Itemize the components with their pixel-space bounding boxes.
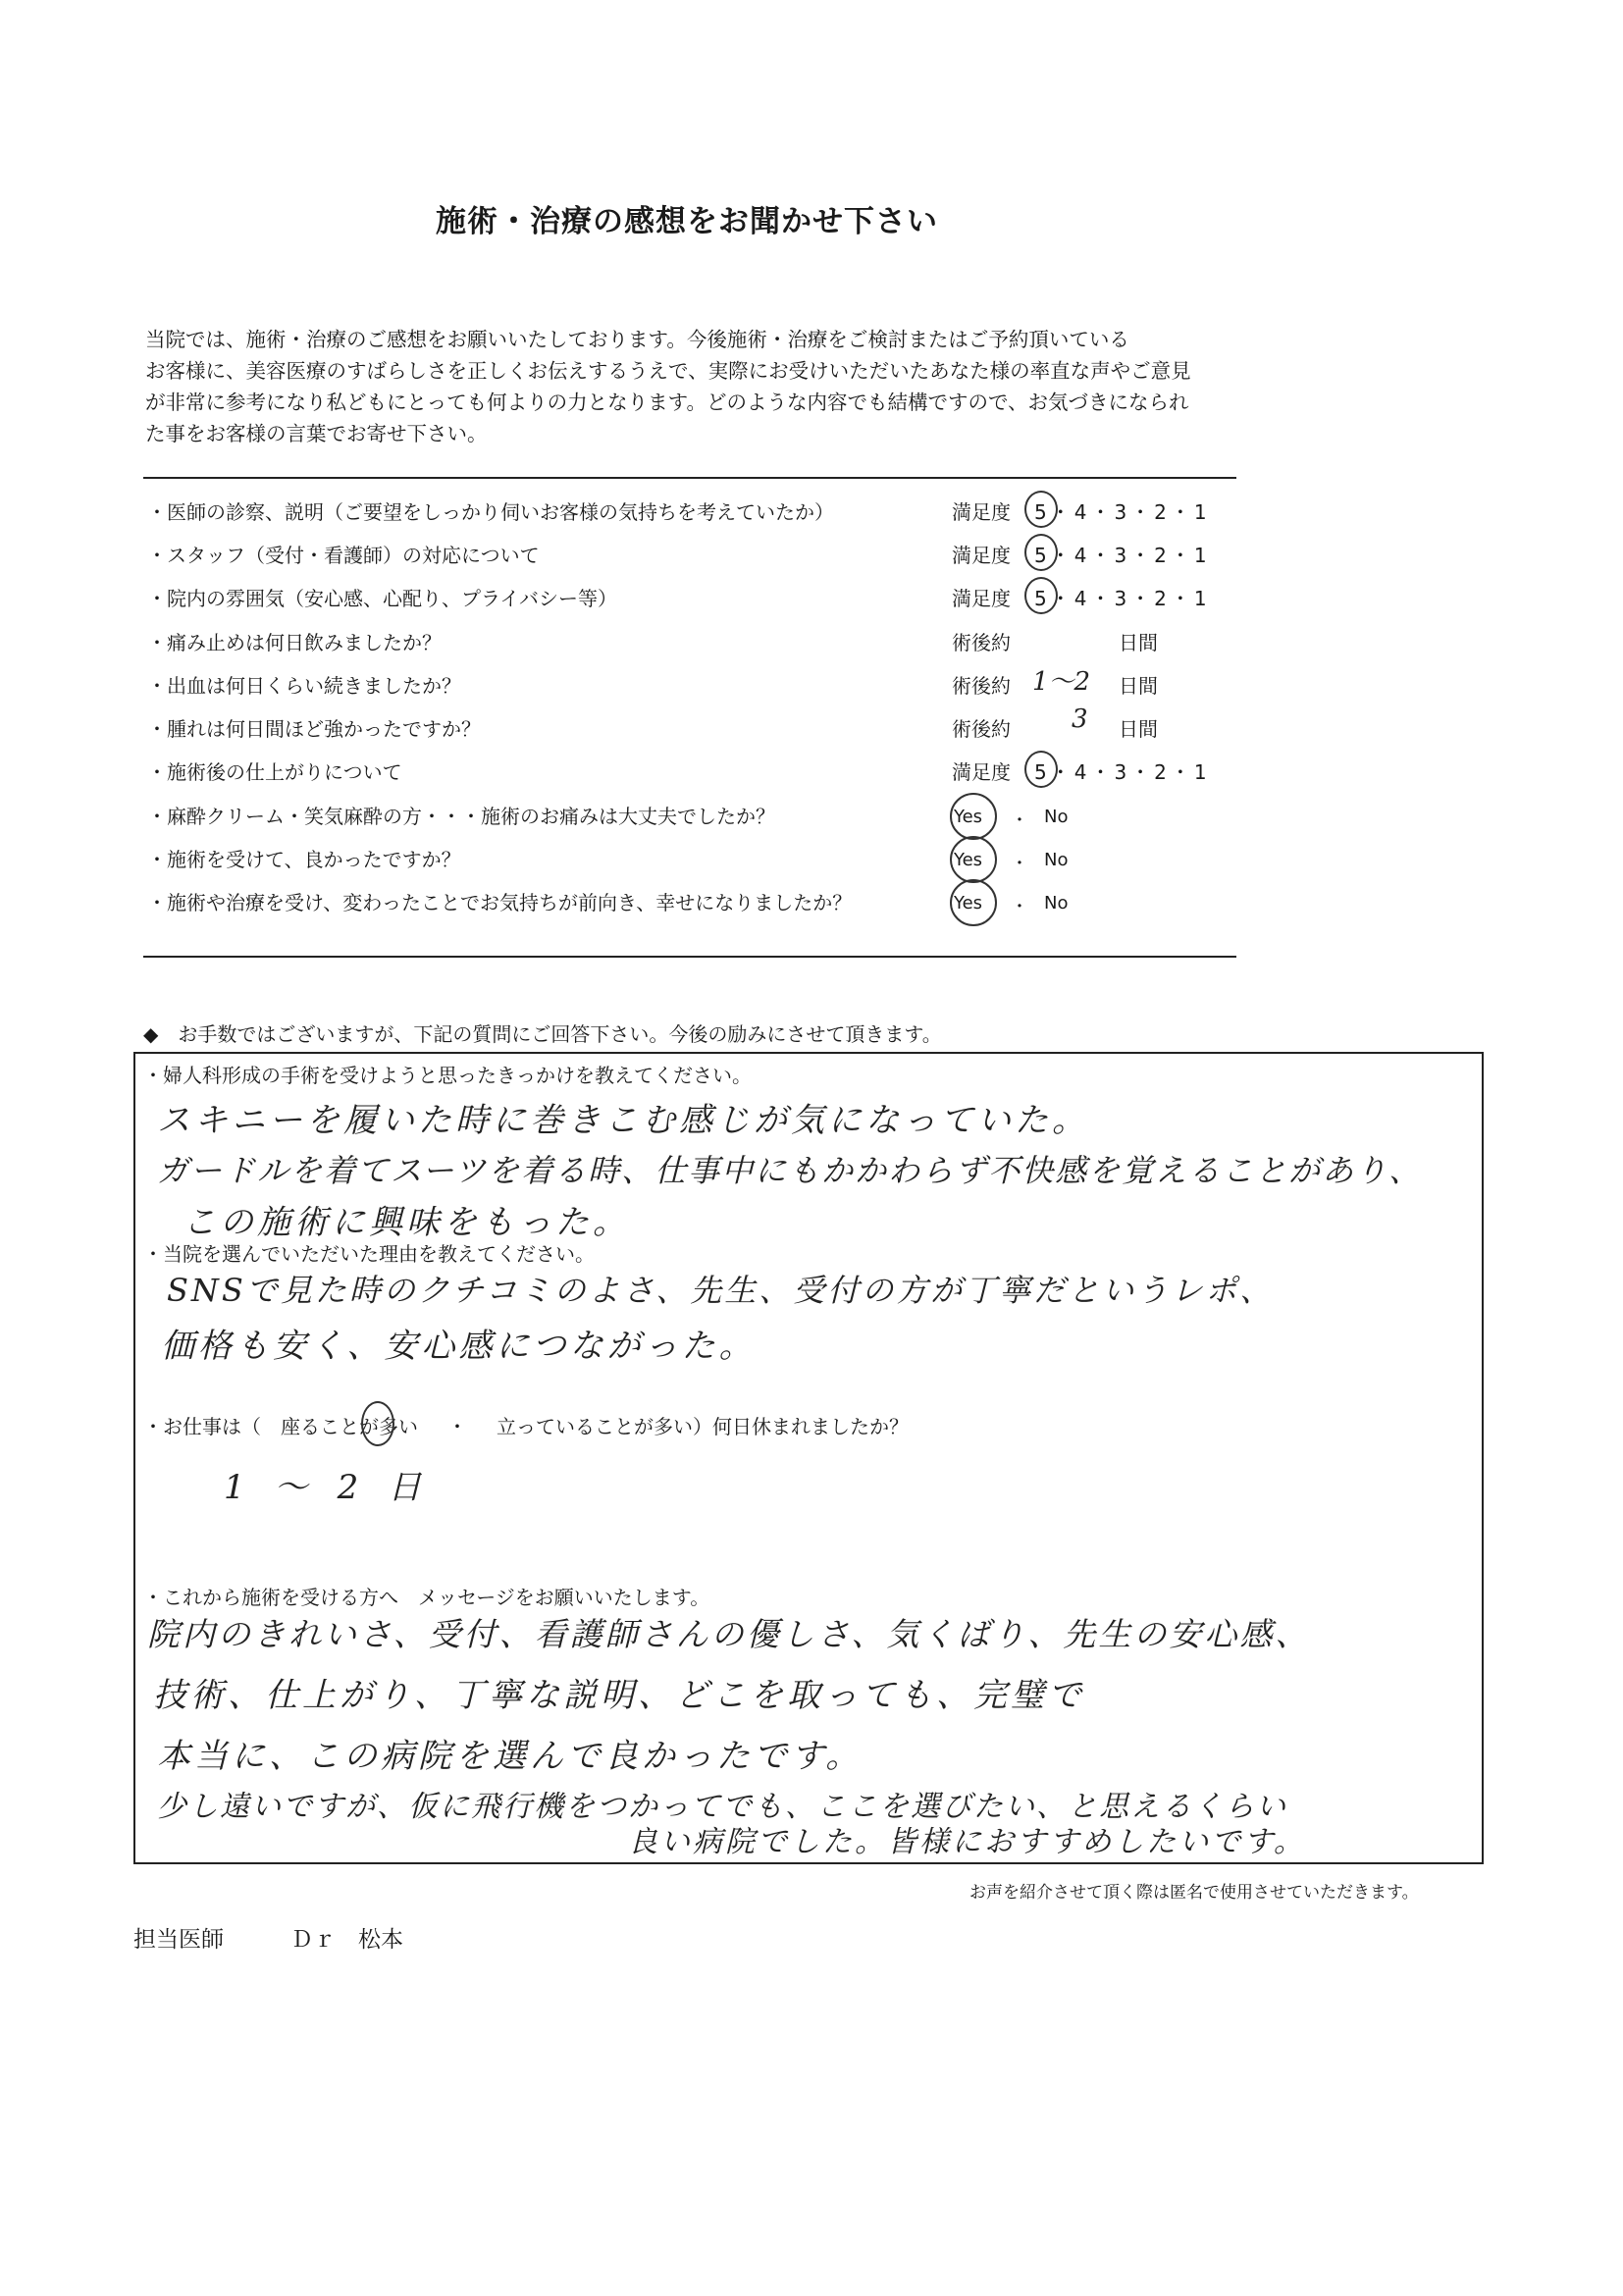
handwritten-answer-line: ガードルを着てスーツを着る時、仕事中にもかかわらず不快感を覚えることがあり、: [157, 1152, 1423, 1189]
intro-line: お客様に、美容医療のすばらしさを正しくお伝えするうえで、実際にお受けいただいたあなた様の率直な声やご意見: [145, 359, 1191, 383]
question-reason-for-clinic: ・当院を選んでいただいた理由を教えてください。: [143, 1242, 595, 1266]
handwritten-answer: 1〜2日: [224, 1468, 451, 1507]
section-divider: [143, 477, 1236, 479]
post-op-label: 術後約: [952, 674, 1011, 698]
intro-line: 当院では、施術・治療のご感想をお願いいたしております。今後施術・治療をご検討またはご予約頂いている: [145, 328, 1129, 351]
doctor-name: Ｄｒ 松本: [290, 1927, 403, 1953]
yes-option: Yes: [954, 807, 983, 827]
question-doctor-consultation: ・医師の診察、説明（ご要望をしっかり伺いお客様の気持ちを考えていたか）: [147, 500, 834, 524]
handwritten-answer-line: 技術、仕上がり、丁寧な説明、どこを取っても、完璧で: [153, 1676, 1085, 1715]
footnote: お声を紹介させて頂く際は匿名で使用させていただきます。: [969, 1883, 1419, 1903]
selected-yes-mark: [950, 836, 997, 883]
question-staff-response: ・スタッフ（受付・看護師）の対応について: [147, 544, 540, 567]
question-anesthesia-pain: ・麻酔クリーム・笑気麻酔の方・・・施術のお痛みは大丈夫でしたか？: [147, 805, 775, 828]
selected-rating-mark: [1024, 577, 1058, 614]
post-op-label: 術後約: [952, 631, 1011, 654]
option-standing: 立っていることが多い: [497, 1415, 693, 1438]
page-title: 施術・治療の感想をお聞かせ下さい: [436, 204, 938, 239]
satisfaction-label: 満足度: [952, 544, 1011, 567]
selected-yes-mark: [950, 793, 997, 840]
yes-option: Yes: [954, 850, 983, 870]
question-text: ）何日休まれましたか？: [693, 1415, 909, 1438]
question-feel-positive: ・施術や治療を受け、変わったことでお気持ちが前向き、幸せになりましたか？: [147, 891, 853, 914]
selected-option-mark: [361, 1401, 394, 1446]
question-painkiller-days: ・痛み止めは何日飲みましたか？: [147, 631, 442, 654]
option-separator: ・: [1011, 810, 1028, 831]
satisfaction-label: 満足度: [952, 500, 1011, 524]
yes-option: Yes: [954, 893, 983, 913]
rating-scale: 5・4・3・2・1: [1034, 587, 1211, 610]
satisfaction-label: 満足度: [952, 760, 1011, 784]
handwritten-answer-line: 本当に、この病院を選んで良かったです。: [157, 1737, 864, 1776]
question-finish-result: ・施術後の仕上がりについて: [147, 760, 402, 784]
selected-rating-mark: [1024, 534, 1058, 571]
question-text: ・お仕事は（: [143, 1415, 261, 1438]
intro-line: た事をお客様の言葉でお寄せ下さい。: [145, 422, 488, 445]
handwritten-answer: 1〜2: [1032, 667, 1091, 697]
handwritten-answer-line: 価格も安く、安心感につながった。: [161, 1327, 757, 1366]
no-option: No: [1044, 807, 1069, 827]
question-reason-for-surgery: ・婦人科形成の手術を受けようと思ったきっかけを教えてください。: [143, 1064, 752, 1087]
handwritten-answer-line: 少し遠いですが、仮に飛行機をつかってでも、ここを選びたい、と思えるくらい: [157, 1790, 1287, 1824]
selected-yes-mark: [950, 879, 997, 926]
handwritten-answer-line: SNSで見た時のクチコミのよさ、先生、受付の方が丁寧だというレポ、: [167, 1272, 1275, 1309]
question-bleeding-days: ・出血は何日くらい続きましたか？: [147, 674, 461, 698]
option-separator: ・: [1011, 854, 1028, 874]
selected-rating-mark: [1024, 491, 1058, 528]
option-separator: ・: [1011, 897, 1028, 917]
option-sitting: 座ることが多い: [281, 1415, 418, 1438]
question-satisfied-with-treatment: ・施術を受けて、良かったですか？: [147, 848, 461, 871]
intro-line: が非常に参考になり私どもにとっても何よりの力となります。どのような内容でも結構ですので、お気づきになられ: [145, 391, 1189, 414]
no-option: No: [1044, 850, 1069, 870]
satisfaction-label: 満足度: [952, 587, 1011, 610]
doctor-label: 担当医師: [133, 1927, 224, 1953]
handwritten-answer: 3: [1072, 704, 1088, 734]
handwritten-answer-line: この施術に興味をもった。: [183, 1203, 630, 1242]
instruction-text: ◆ お手数ではございますが、下記の質問にご回答下さい。今後の励みにさせて頂きます。: [143, 1022, 942, 1046]
rating-scale: 5・4・3・2・1: [1034, 500, 1211, 524]
days-label: 日間: [1119, 631, 1158, 654]
question-clinic-atmosphere: ・院内の雰囲気（安心感、心配り、プライバシー等）: [147, 587, 617, 610]
rating-scale: 5・4・3・2・1: [1034, 544, 1211, 567]
handwritten-answer-line: スキニーを履いた時に巻きこむ感じが気になっていた。: [157, 1101, 1089, 1140]
days-label: 日間: [1119, 717, 1158, 741]
handwritten-answer-line: 院内のきれいさ、受付、看護師さんの優しさ、気くばり、先生の安心感、: [147, 1615, 1311, 1653]
days-label: 日間: [1119, 674, 1158, 698]
rating-scale: 5・4・3・2・1: [1034, 760, 1211, 784]
post-op-label: 術後約: [952, 717, 1011, 741]
question-swelling-days: ・腫れは何日間ほど強かったですか？: [147, 717, 481, 741]
selected-rating-mark: [1024, 751, 1058, 788]
section-divider: [143, 956, 1236, 958]
no-option: No: [1044, 893, 1069, 913]
handwritten-answer-line: 良い病院でした。皆様におすすめしたいです。: [628, 1825, 1306, 1859]
option-separator: ・: [447, 1415, 467, 1438]
question-message: ・これから施術を受ける方へ メッセージをお願いいたします。: [143, 1586, 710, 1609]
question-work-style: [143, 1411, 909, 1439]
